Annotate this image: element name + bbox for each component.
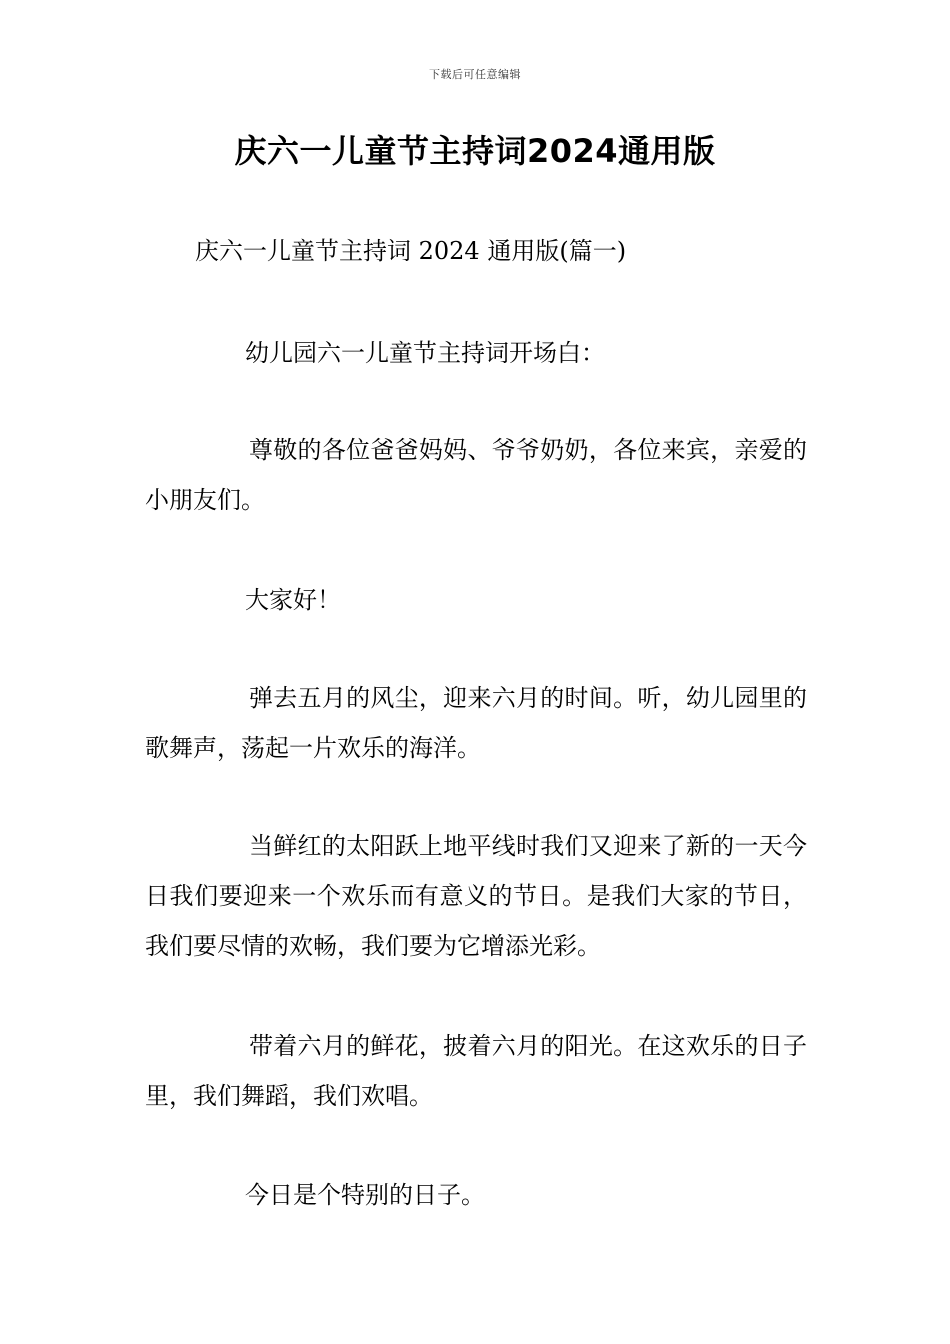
paragraph-flowers-sunshine: 带着六月的鲜花，披着六月的阳光。在这欢乐的日子里，我们舞蹈，我们欢唱。	[145, 1032, 807, 1110]
paragraph-special-day: 今日是个特别的日子。	[245, 1181, 485, 1209]
paragraph-opening-heading: 幼儿园六一儿童节主持词开场白：	[245, 339, 605, 367]
paragraph-june-arrival: 弹去五月的风尘，迎来六月的时间。听，幼儿园里的歌舞声，荡起一片欢乐的海洋。	[145, 684, 807, 762]
paragraph-greeting-audience: 尊敬的各位爸爸妈妈、爷爷奶奶，各位来宾，亲爱的小朋友们。	[145, 436, 807, 514]
header-note: 下载后可任意编辑	[429, 68, 521, 81]
paragraph-hello: 大家好！	[245, 586, 341, 614]
paragraph-sunrise-festival: 当鲜红的太阳跃上地平线时我们又迎来了新的一天今日我们要迎来一个欢乐而有意义的节日。是我们大家的节日，我们要尽情的欢畅，我们要为它增添光彩。	[145, 832, 807, 960]
document-title: 庆六一儿童节主持词2024通用版	[234, 132, 716, 170]
section-subtitle: 庆六一儿童节主持词 2024 通用版(篇一)	[195, 237, 627, 265]
